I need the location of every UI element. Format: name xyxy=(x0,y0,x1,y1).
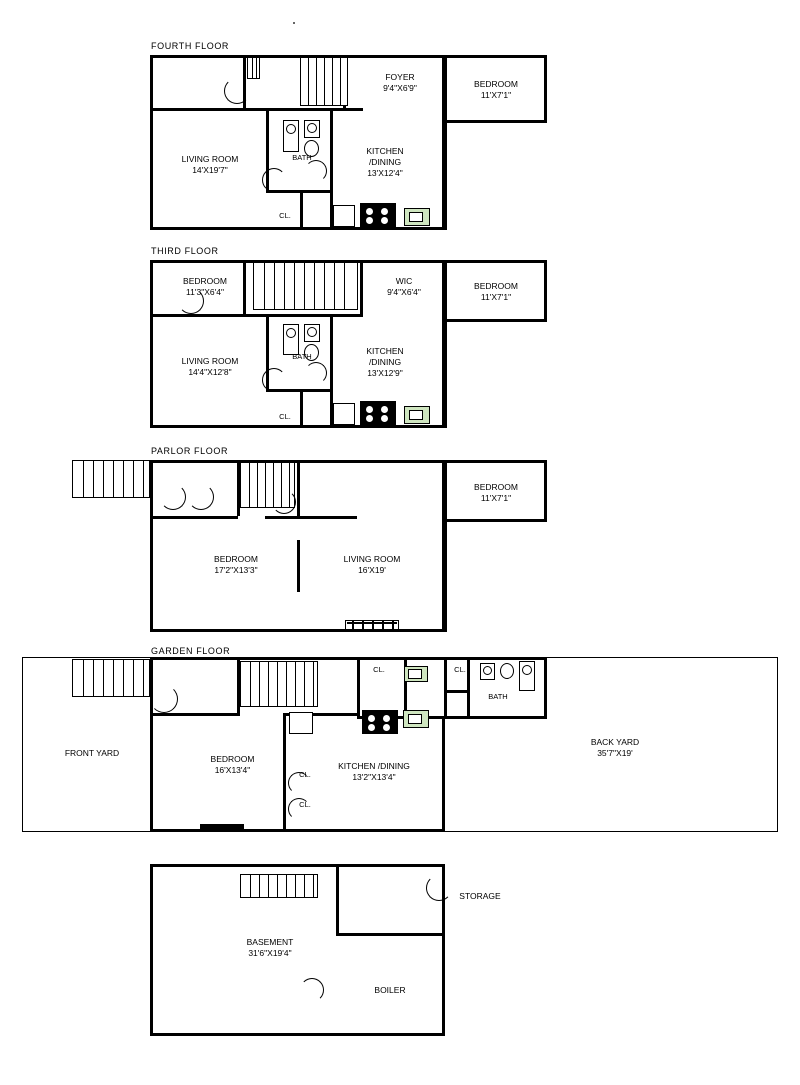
room-label-bedroom-garden: BEDROOM 16'X13'4" xyxy=(210,754,255,775)
room-label-bath-third: BATH xyxy=(292,352,312,361)
stair-fourth xyxy=(300,57,348,106)
stoop-stair-parlor xyxy=(72,460,150,498)
room-label-bath-fourth: BATH xyxy=(292,153,312,162)
room-label-closet-garden-3: CL. xyxy=(299,770,311,779)
stove-icon xyxy=(360,203,396,227)
sink-bowl-icon xyxy=(483,666,492,675)
wall xyxy=(300,190,303,230)
door-arc xyxy=(160,484,186,510)
wall xyxy=(150,314,245,317)
appliance-inner-icon xyxy=(408,714,422,724)
registration-dot xyxy=(293,22,295,24)
stair-third xyxy=(253,262,358,310)
door-arc xyxy=(262,168,286,192)
wall xyxy=(357,657,360,719)
door-arc xyxy=(272,490,296,514)
wall xyxy=(300,389,303,428)
door-arc xyxy=(224,78,250,104)
door-arc xyxy=(188,484,214,510)
appliance-inner-icon xyxy=(409,410,423,420)
appliance-inner-icon xyxy=(409,212,423,222)
door-arc xyxy=(305,362,327,384)
room-label-front-yard: FRONT YARD xyxy=(64,748,120,758)
wall xyxy=(297,540,300,592)
tub-drain-icon xyxy=(286,124,296,134)
stair-small-fourth xyxy=(247,57,260,79)
door-arc xyxy=(262,368,286,392)
door-arc xyxy=(300,978,324,1002)
wall xyxy=(444,690,470,693)
wall xyxy=(150,516,238,519)
stair-garden xyxy=(240,661,318,707)
room-label-closet-fourth: CL. xyxy=(279,211,291,220)
wall xyxy=(444,460,447,632)
room-label-closet-garden-4: CL. xyxy=(299,800,311,809)
appliance-inner-icon xyxy=(408,669,422,679)
wall xyxy=(336,864,339,936)
room-label-living-third: LIVING ROOM 14'4"X12'8" xyxy=(181,356,239,377)
kitchen-counter-icon xyxy=(289,712,313,734)
room-label-back-yard: BACK YARD 35'7"X19' xyxy=(590,737,640,758)
kitchen-sink-icon xyxy=(333,403,355,425)
room-label-living-parlor: LIVING ROOM 16'X19' xyxy=(343,554,401,575)
wall xyxy=(283,713,286,832)
stoop-stair-garden xyxy=(72,659,150,697)
floor-title-third: THIRD FLOOR xyxy=(151,246,219,256)
wall xyxy=(243,108,363,111)
room-label-closet-garden-1: CL. xyxy=(373,665,385,674)
sink-bowl-icon xyxy=(307,123,317,133)
room-label-bedroom-fourth: BEDROOM 11'X7'1" xyxy=(474,79,518,100)
room-label-kitchen-garden: KITCHEN /DINING 13'2"X13'4" xyxy=(338,761,410,782)
wall xyxy=(336,933,445,936)
window xyxy=(200,824,244,830)
room-label-bedroom-parlor-main: BEDROOM 17'2"X13'3" xyxy=(214,554,258,575)
sink-bowl-icon xyxy=(307,327,317,337)
floor-title-parlor: PARLOR FLOOR xyxy=(151,446,229,456)
tub-drain-icon xyxy=(286,328,296,338)
room-label-living-fourth: LIVING ROOM 14'X19'7" xyxy=(181,154,239,175)
room-label-bedroom-third-left: BEDROOM 11'3"X6'4" xyxy=(183,276,227,297)
room-label-kitchen-fourth: KITCHEN /DINING 13'X12'4" xyxy=(366,146,404,178)
room-label-boiler: BOILER xyxy=(374,985,406,995)
wall xyxy=(360,260,363,317)
tub-drain-icon xyxy=(522,665,532,675)
room-label-bedroom-parlor-right: BEDROOM 11'X7'1" xyxy=(474,482,518,503)
floor-title-fourth: FOURTH FLOOR xyxy=(151,41,230,51)
room-label-bedroom-third-right: BEDROOM 11'X7'1" xyxy=(474,281,518,302)
room-label-bath-garden: BATH xyxy=(488,692,508,701)
stair-basement xyxy=(240,874,318,898)
stove-icon xyxy=(362,710,398,734)
wall xyxy=(243,314,363,317)
door-arc xyxy=(150,685,178,713)
wall xyxy=(297,460,300,519)
room-label-wic: WIC 9'4"X6'4" xyxy=(387,276,421,297)
toilet-icon xyxy=(500,663,514,679)
wall xyxy=(150,108,245,111)
door-arc xyxy=(305,160,327,182)
wall xyxy=(265,516,357,519)
wall xyxy=(444,260,447,428)
wall xyxy=(150,713,240,716)
room-label-foyer: FOYER 9'4"X6'9" xyxy=(383,72,417,93)
room-label-closet-garden-2: CL. xyxy=(454,665,466,674)
kitchen-sink-icon xyxy=(333,205,355,227)
stove-icon xyxy=(360,401,396,425)
floor-title-garden: GARDEN FLOOR xyxy=(151,646,231,656)
room-label-basement: BASEMENT 31'6"X19'4" xyxy=(246,937,294,958)
wall xyxy=(444,55,447,230)
room-label-storage: STORAGE xyxy=(459,891,501,901)
wall xyxy=(444,716,547,719)
room-label-closet-third: CL. xyxy=(279,412,291,421)
room-label-kitchen-third: KITCHEN /DINING 13'X12'9" xyxy=(366,346,404,378)
wall xyxy=(150,460,153,516)
